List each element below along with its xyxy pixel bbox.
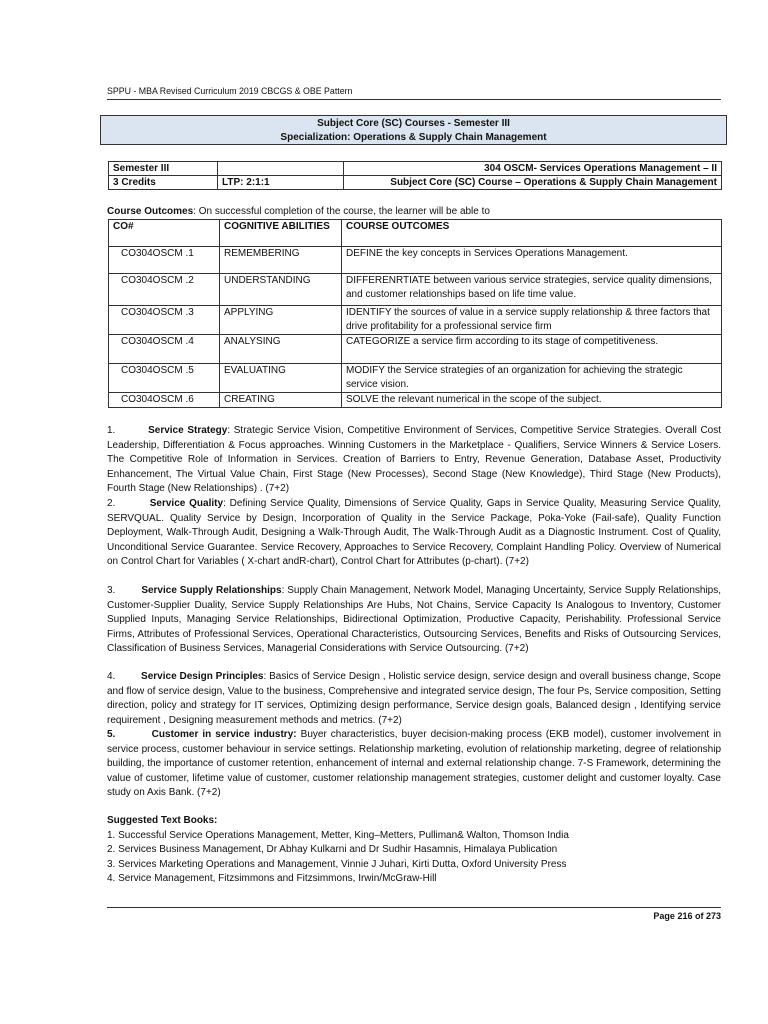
col-header-outcome: COURSE OUTCOMES — [342, 220, 722, 247]
unit-sep: : — [227, 425, 231, 436]
co-id: CO304OSCM .5 — [109, 364, 220, 393]
unit-1 — [107, 424, 721, 497]
unit-title: Service Strategy — [148, 425, 228, 436]
outcomes-intro — [107, 206, 490, 217]
title-line-1: Subject Core (SC) Courses - Semester III — [317, 118, 510, 129]
outcomes-table — [108, 219, 722, 408]
running-header: SPPU - MBA Revised Curriculum 2019 CBCGS & OBE Pattern — [107, 86, 353, 96]
table-row — [109, 247, 722, 274]
footer-mid: of — [692, 911, 706, 921]
co-text: MODIFY the Service strategies of an organization for achieving the strategic service vision. — [342, 364, 722, 393]
ltp-cell: LTP: 2:1:1 — [218, 176, 344, 190]
table-row — [109, 335, 722, 364]
page-number: 216 — [677, 911, 693, 921]
co-id: CO304OSCM .2 — [109, 274, 220, 306]
unit-body: Basics of Service Design , Holistic service design, service design and overall business change, Scope and flow of service design, Value to the business, Comprehensive and integrated service design, The four Ps, Service composition, Setting direction, policy and strategy for IT services, Optimizing design performance, Service design goals, Balanced design , Identifying service requirement , Designing measurement methods and metrics. (7+2) — [107, 671, 721, 726]
co-id: CO304OSCM .1 — [109, 247, 220, 274]
table-row — [109, 306, 722, 335]
co-ability: APPLYING — [220, 306, 342, 335]
header-rule — [107, 99, 721, 100]
co-id: CO304OSCM .4 — [109, 335, 220, 364]
unit-number: 4. — [107, 671, 116, 682]
unit-number: 1. — [107, 425, 116, 436]
unit-number: 2. — [107, 498, 116, 509]
table-row — [109, 393, 722, 408]
co-ability: EVALUATING — [220, 364, 342, 393]
co-text: SOLVE the relevant numerical in the scope of the subject. — [342, 393, 722, 408]
book-item: 2. Services Business Management, Dr Abhay Kulkarni and Dr Sudhir Hasamnis, Himalaya Publication — [107, 844, 558, 856]
course-cell: 304 OSCM- Services Operations Management – II — [344, 162, 722, 176]
outcomes-intro-label: Course Outcomes — [107, 206, 194, 217]
unit-3 — [107, 584, 721, 657]
unit-sep: : — [281, 585, 285, 596]
footer-prefix: Page — [653, 911, 678, 921]
unit-title: Service Supply Relationships — [141, 585, 282, 596]
book-item: 1. Successful Service Operations Management, Metter, King–Metters, Pulliman& Walton, Thomson India — [107, 829, 569, 841]
empty-cell — [218, 162, 344, 176]
co-text: CATEGORIZE a service firm according to its stage of competitiveness. — [342, 335, 722, 364]
unit-title: Customer in service industry: — [151, 729, 297, 740]
unit-2 — [107, 497, 721, 570]
co-ability: UNDERSTANDING — [220, 274, 342, 306]
unit-5 — [107, 728, 721, 801]
title-box — [100, 115, 727, 145]
table-row — [109, 274, 722, 306]
unit-4 — [107, 670, 721, 728]
unit-number: 5. — [107, 729, 116, 740]
unit-title: Service Quality — [149, 498, 224, 509]
page-total: 273 — [705, 911, 721, 921]
unit-body: Supply Chain Management, Network Model, Managing Uncertainty, Service Supply Relationships, Customer-Supplier Duality, Service Supply Relationships Are Hubs, Not Chains, Service Capacity Is Analogous to Inventory, Customer Supplied Inputs, Managing Service Relationships, Bidirectional Optimization, Productive Capacity, Perishability. Professional Service Firms, Attributes of Professional Services, Operational Characteristics, Outsourcing Services, Benefits and Risks of Outsourcing Services, Classification of Business Services, Managerial Considerations with Service Outsourcing. (7+2) — [107, 585, 722, 655]
co-ability: CREATING — [220, 393, 342, 408]
co-text: IDENTIFY the sources of value in a service supply relationship & three factors that drive profitability for a professional service firm — [342, 306, 722, 335]
co-id: CO304OSCM .6 — [109, 393, 220, 408]
co-ability: REMEMBERING — [220, 247, 342, 274]
co-id: CO304OSCM .3 — [109, 306, 220, 335]
outcomes-intro-text: : On successful completion of the course, the learner will be able to — [193, 206, 490, 217]
unit-body: Strategic Service Vision, Competitive Environment of Services, Competitive Service Strategies. Overall Cost Leadership, Differentiation & Focus approaches. Winning Customers in the Marketplace - Qualifiers, Service Winners & Service Losers. The Competitive Role of Information in Services. Creation of Barriers to Entry, Revenue Generation, Database Asset, Productivity Enhancement, The Virtual Value Chain, First Stage (New Processes), Second Stage (New Knowledge), Third Stage (New Products), Fourth Stage (New Relationships) . (7+2) — [107, 425, 721, 495]
book-item: 3. Services Marketing Operations and Management, Vinnie J Juhari, Kirti Dutta, Oxford University Press — [107, 858, 567, 870]
co-text: DEFINE the key concepts in Services Operations Management. — [342, 247, 722, 274]
books-title: Suggested Text Books: — [107, 815, 218, 826]
page-footer — [653, 911, 721, 921]
co-text: DIFFERENRTIATE between various service strategies, service quality dimensions, and customer relationships based on life time value. — [342, 274, 722, 306]
unit-body: Buyer characteristics, buyer decision-making process (EKB model), customer involvement in service process, customer behaviour in service settings. Relationship marketing, evolution of relationship marketing, degree of relationship building, the importance of customer retention, enhancement of internal and external relationship change. 7-S Framework, determining the value of customer, lifetime value of customer, customer relationship management strategies, customer delight and customer loyalty. Case study on Axis Bank. (7+2) — [107, 729, 722, 799]
suggested-books — [107, 814, 569, 887]
book-item: 4. Service Management, Fitzsimmons and Fitzsimmons, Irwin/McGraw-Hill — [107, 873, 437, 885]
credits-cell: 3 Credits — [109, 176, 218, 190]
type-cell: Subject Core (SC) Course – Operations & Supply Chain Management — [344, 176, 722, 190]
unit-sep: : — [263, 671, 267, 682]
table-row — [109, 364, 722, 393]
unit-sep: : — [223, 498, 226, 509]
unit-title: Service Design Principles — [141, 671, 264, 682]
unit-number: 3. — [107, 585, 116, 596]
semester-cell: Semester III — [109, 162, 218, 176]
course-info-table — [108, 161, 722, 190]
title-line-2: Specialization: Operations & Supply Chain Management — [280, 132, 547, 143]
footer-rule — [107, 907, 721, 908]
col-header-ability: COGNITIVE ABILITIES — [220, 220, 342, 247]
col-header-co: CO# — [109, 220, 220, 247]
unit-body: Defining Service Quality, Dimensions of Service Quality, Gaps in Service Quality, Measuring Service Quality, SERVQUAL. Quality Service by Design, Incorporation of Quality in the Service Package, Poka-Yoke (Fail-safe), Quality Function Deployment, Walk-Through Audit, Designing a Walk-Through Audit, The Walk-Through Audit as a Diagnostic Instrument. Cost of Quality, Unconditional Service Guarantee. Service Recovery, Approaches to Service Recovery, Complaint Handling Policy. Overview of Numerical on Control Chart for Variables ( X-chart andR-chart), Control Chart for Attributes (p-chart). (7+2) — [107, 498, 722, 568]
co-ability: ANALYSING — [220, 335, 342, 364]
